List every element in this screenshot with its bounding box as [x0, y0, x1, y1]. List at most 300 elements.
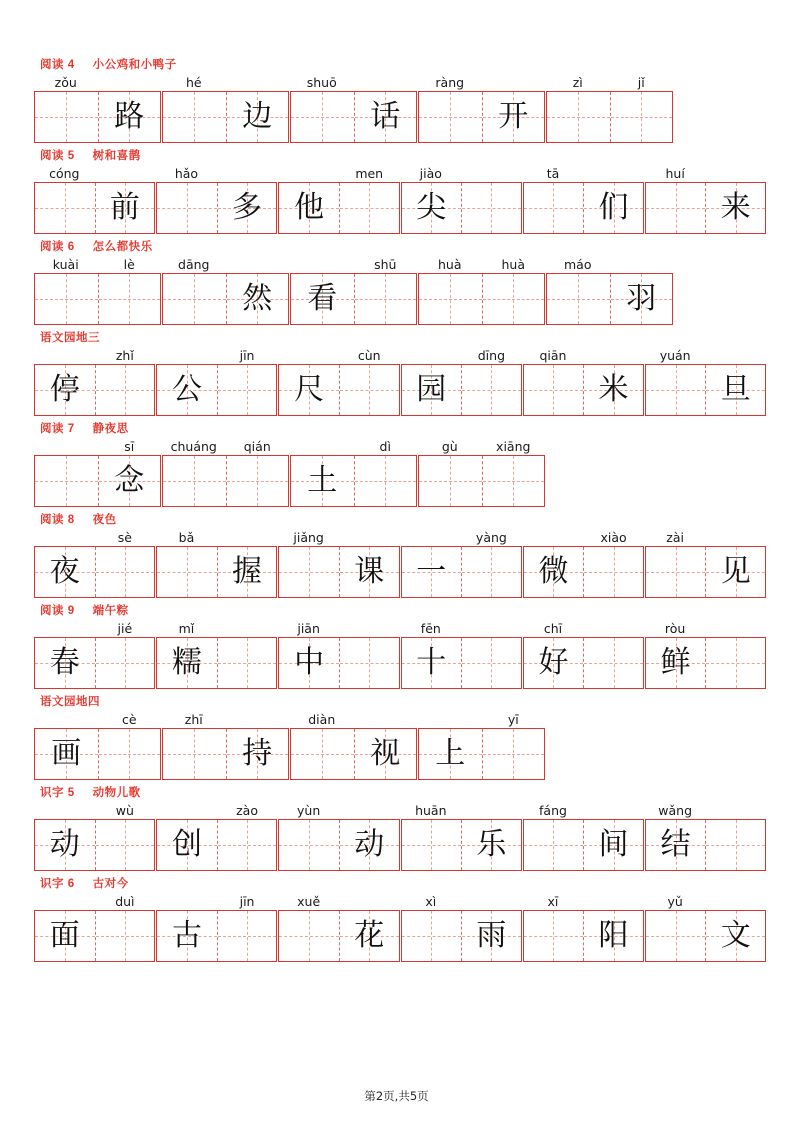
writing-box[interactable]	[157, 547, 217, 597]
word-cell[interactable]	[401, 620, 522, 689]
pinyin-line	[401, 802, 522, 819]
word-cell[interactable]	[34, 74, 161, 143]
writing-box[interactable]	[157, 183, 217, 233]
pinyin-line	[401, 347, 522, 364]
writing-box[interactable]	[35, 547, 95, 597]
word-cell[interactable]	[523, 893, 644, 962]
pinyin-line	[645, 893, 766, 910]
tian-zi-ge[interactable]	[162, 273, 289, 325]
writing-box[interactable]	[339, 911, 399, 961]
tian-zi-ge[interactable]	[34, 364, 155, 416]
writing-box[interactable]	[547, 92, 610, 142]
word-cell[interactable]	[162, 711, 289, 780]
hanzi-character: 动	[49, 827, 80, 862]
tian-zi-ge[interactable]	[418, 728, 545, 780]
tian-zi-ge[interactable]	[645, 546, 766, 598]
tian-zi-ge[interactable]	[162, 728, 289, 780]
writing-box[interactable]	[339, 183, 399, 233]
writing-box[interactable]	[646, 638, 706, 688]
word-cell[interactable]	[645, 620, 766, 689]
pinyin-label: dīng	[477, 348, 506, 363]
tian-zi-ge[interactable]	[418, 273, 545, 325]
word-cell[interactable]	[645, 529, 766, 598]
writing-box[interactable]	[226, 274, 289, 324]
word-cell[interactable]	[34, 165, 155, 234]
word-cell[interactable]	[34, 256, 161, 325]
tian-zi-ge[interactable]	[401, 637, 522, 689]
writing-box[interactable]	[35, 820, 95, 870]
word-cell[interactable]	[156, 802, 277, 871]
writing-box[interactable]	[163, 729, 226, 779]
word-cell[interactable]	[156, 347, 277, 416]
pinyin-label	[401, 347, 462, 364]
pinyin-label	[339, 802, 400, 819]
word-cell[interactable]	[156, 893, 277, 962]
tian-zi-ge[interactable]	[34, 728, 161, 780]
pinyin-label	[226, 256, 290, 273]
pinyin-line	[523, 347, 644, 364]
word-cell[interactable]	[523, 620, 644, 689]
writing-box[interactable]	[217, 911, 277, 961]
tian-zi-ge[interactable]	[645, 182, 766, 234]
pinyin-label	[418, 711, 482, 728]
writing-box[interactable]	[354, 92, 417, 142]
writing-box[interactable]	[339, 638, 399, 688]
pinyin-line	[278, 620, 399, 637]
writing-box[interactable]	[461, 183, 521, 233]
hanzi-character: 古	[171, 918, 202, 953]
word-cell[interactable]	[34, 893, 155, 962]
writing-box[interactable]	[705, 638, 765, 688]
word-cell[interactable]	[645, 893, 766, 962]
word-cell[interactable]	[418, 438, 545, 507]
pinyin-label: jiào	[419, 166, 442, 181]
lesson-name: 端午粽	[92, 605, 129, 617]
pinyin-label	[339, 893, 400, 910]
writing-box[interactable]	[35, 92, 98, 142]
pinyin-line	[162, 711, 289, 728]
tian-zi-ge[interactable]	[401, 364, 522, 416]
writing-box[interactable]	[482, 729, 545, 779]
pinyin-line	[156, 620, 277, 637]
writing-box[interactable]	[291, 92, 354, 142]
writing-box[interactable]	[279, 638, 339, 688]
word-cell[interactable]	[645, 347, 766, 416]
pinyin-label	[610, 256, 674, 273]
word-cell[interactable]	[278, 893, 399, 962]
word-cell[interactable]	[162, 74, 289, 143]
tian-zi-ge[interactable]	[523, 819, 644, 871]
pinyin-line	[418, 438, 545, 455]
pinyin-label: sè	[117, 530, 132, 545]
writing-box[interactable]	[279, 547, 339, 597]
word-cell[interactable]	[401, 893, 522, 962]
word-cell[interactable]	[523, 529, 644, 598]
writing-box[interactable]	[163, 274, 226, 324]
pinyin-label	[705, 802, 766, 819]
writing-box[interactable]	[354, 274, 417, 324]
writing-box[interactable]	[402, 547, 462, 597]
writing-box[interactable]	[35, 456, 98, 506]
word-cell[interactable]	[290, 256, 417, 325]
word-cell[interactable]	[290, 74, 417, 143]
word-cell[interactable]	[162, 438, 289, 507]
pinyin-label	[705, 165, 766, 182]
writing-box[interactable]	[524, 547, 584, 597]
writing-box[interactable]	[583, 183, 643, 233]
writing-box[interactable]	[524, 365, 584, 415]
writing-box[interactable]	[279, 183, 339, 233]
tian-zi-ge[interactable]	[523, 182, 644, 234]
word-cell[interactable]	[401, 165, 522, 234]
writing-box[interactable]	[354, 729, 417, 779]
word-cell[interactable]	[278, 620, 399, 689]
writing-box[interactable]	[98, 92, 161, 142]
tian-zi-ge[interactable]	[278, 182, 399, 234]
lesson-title	[40, 784, 767, 800]
writing-box[interactable]	[583, 820, 643, 870]
word-cell[interactable]	[645, 165, 766, 234]
word-cell[interactable]	[34, 529, 155, 598]
pinyin-label	[34, 438, 98, 455]
writing-box[interactable]	[583, 638, 643, 688]
writing-box[interactable]	[95, 183, 155, 233]
pinyin-label	[583, 165, 644, 182]
tian-zi-ge[interactable]	[34, 819, 155, 871]
writing-box[interactable]	[610, 274, 673, 324]
pinyin-label: shuō	[306, 75, 337, 90]
writing-box[interactable]	[98, 456, 161, 506]
hanzi-character: 十	[416, 645, 447, 680]
writing-box[interactable]	[35, 365, 95, 415]
writing-box[interactable]	[583, 547, 643, 597]
pinyin-label: chuáng	[170, 439, 217, 454]
writing-box[interactable]	[157, 911, 217, 961]
tian-zi-ge[interactable]	[278, 364, 399, 416]
writing-box[interactable]	[95, 638, 155, 688]
writing-box[interactable]	[402, 365, 462, 415]
tian-zi-ge[interactable]	[278, 546, 399, 598]
hanzi-character: 旦	[720, 372, 751, 407]
writing-box[interactable]	[157, 365, 217, 415]
writing-box[interactable]	[226, 456, 289, 506]
lesson-section	[34, 511, 767, 598]
writing-box[interactable]	[419, 456, 482, 506]
hanzi-character: 羽	[626, 281, 657, 316]
writing-box[interactable]	[291, 456, 354, 506]
word-cell[interactable]	[34, 438, 161, 507]
lesson-section	[34, 238, 767, 325]
lesson-name: 夜色	[92, 514, 117, 526]
tian-zi-ge[interactable]	[290, 455, 417, 507]
writing-box[interactable]	[279, 820, 339, 870]
pinyin-label	[290, 438, 354, 455]
tian-zi-ge[interactable]	[278, 819, 399, 871]
lesson-title	[40, 693, 767, 709]
writing-box[interactable]	[279, 365, 339, 415]
writing-box[interactable]	[402, 638, 462, 688]
hanzi-character: 多	[232, 190, 263, 225]
tian-zi-ge[interactable]	[418, 91, 545, 143]
tian-zi-ge[interactable]	[523, 637, 644, 689]
hanzi-character: 尖	[416, 190, 447, 225]
writing-box[interactable]	[95, 911, 155, 961]
word-cell[interactable]	[418, 256, 545, 325]
writing-box[interactable]	[402, 183, 462, 233]
tian-zi-ge[interactable]	[162, 91, 289, 143]
writing-box[interactable]	[279, 911, 339, 961]
writing-box[interactable]	[461, 547, 521, 597]
tian-zi-ge[interactable]	[645, 910, 766, 962]
writing-box[interactable]	[461, 638, 521, 688]
writing-box[interactable]	[419, 274, 482, 324]
pinyin-label	[461, 893, 522, 910]
word-cell[interactable]	[645, 802, 766, 871]
pinyin-line	[523, 802, 644, 819]
word-cell[interactable]	[418, 711, 545, 780]
writing-box[interactable]	[35, 638, 95, 688]
pinyin-label	[705, 893, 766, 910]
writing-box[interactable]	[339, 365, 399, 415]
writing-box[interactable]	[291, 729, 354, 779]
writing-box[interactable]	[339, 820, 399, 870]
tian-zi-ge[interactable]	[401, 182, 522, 234]
sections-container	[34, 56, 767, 962]
tian-zi-ge[interactable]	[34, 182, 155, 234]
word-cell[interactable]	[156, 529, 277, 598]
tian-zi-ge[interactable]	[523, 364, 644, 416]
tian-zi-ge[interactable]	[34, 455, 161, 507]
pinyin-line	[645, 802, 766, 819]
word-cell[interactable]	[523, 802, 644, 871]
word-cell[interactable]	[278, 165, 399, 234]
writing-box[interactable]	[217, 638, 277, 688]
writing-box[interactable]	[646, 547, 706, 597]
writing-box[interactable]	[646, 365, 706, 415]
pinyin-label	[98, 74, 162, 91]
pinyin-label: gù	[441, 439, 458, 454]
word-cell[interactable]	[401, 802, 522, 871]
hanzi-character: 课	[354, 554, 385, 589]
hanzi-character: 花	[354, 918, 385, 953]
writing-box[interactable]	[461, 911, 521, 961]
pinyin-line	[162, 256, 289, 273]
writing-box[interactable]	[524, 911, 584, 961]
word-cell[interactable]	[34, 347, 155, 416]
lesson-title	[40, 602, 767, 618]
tian-zi-ge[interactable]	[34, 637, 155, 689]
word-cell[interactable]	[278, 802, 399, 871]
writing-box[interactable]	[35, 911, 95, 961]
pinyin-label: huān	[415, 803, 447, 818]
tian-zi-ge[interactable]	[278, 910, 399, 962]
pinyin-line	[401, 529, 522, 546]
tian-zi-ge[interactable]	[156, 637, 277, 689]
writing-box[interactable]	[217, 820, 277, 870]
lesson-section	[34, 602, 767, 689]
writing-box[interactable]	[524, 638, 584, 688]
tian-zi-ge[interactable]	[156, 182, 277, 234]
tian-zi-ge[interactable]	[401, 819, 522, 871]
pinyin-label	[461, 802, 522, 819]
pinyin-line	[401, 620, 522, 637]
word-cell[interactable]	[278, 529, 399, 598]
pinyin-line	[546, 74, 673, 91]
lesson-number: 阅读 9	[40, 605, 75, 617]
writing-box[interactable]	[461, 820, 521, 870]
tian-zi-ge[interactable]	[645, 637, 766, 689]
character-row	[34, 74, 767, 143]
writing-box[interactable]	[419, 92, 482, 142]
writing-box[interactable]	[354, 456, 417, 506]
tian-zi-ge[interactable]	[645, 819, 766, 871]
writing-box[interactable]	[482, 274, 545, 324]
writing-box[interactable]	[163, 456, 226, 506]
writing-box[interactable]	[402, 820, 462, 870]
word-cell[interactable]	[34, 711, 161, 780]
pinyin-label	[34, 347, 95, 364]
word-cell[interactable]	[162, 256, 289, 325]
tian-zi-ge[interactable]	[418, 455, 545, 507]
hanzi-character: 园	[416, 372, 447, 407]
writing-box[interactable]	[157, 638, 217, 688]
pinyin-label: dì	[379, 439, 391, 454]
writing-box[interactable]	[583, 911, 643, 961]
writing-box[interactable]	[339, 547, 399, 597]
writing-box[interactable]	[35, 729, 98, 779]
tian-zi-ge[interactable]	[290, 91, 417, 143]
writing-box[interactable]	[705, 911, 765, 961]
word-cell[interactable]	[546, 256, 673, 325]
word-cell[interactable]	[290, 711, 417, 780]
writing-box[interactable]	[646, 820, 706, 870]
tian-zi-ge[interactable]	[34, 910, 155, 962]
word-cell[interactable]	[546, 74, 673, 143]
tian-zi-ge[interactable]	[523, 546, 644, 598]
writing-box[interactable]	[98, 274, 161, 324]
word-cell[interactable]	[418, 74, 545, 143]
hanzi-character: 前	[109, 190, 140, 225]
writing-box[interactable]	[583, 365, 643, 415]
word-cell[interactable]	[401, 529, 522, 598]
tian-zi-ge[interactable]	[162, 455, 289, 507]
writing-box[interactable]	[402, 911, 462, 961]
pinyin-label: qiān	[539, 348, 567, 363]
tian-zi-ge[interactable]	[546, 91, 673, 143]
writing-box[interactable]	[646, 911, 706, 961]
word-cell[interactable]	[156, 620, 277, 689]
lesson-number: 阅读 5	[40, 150, 75, 162]
writing-box[interactable]	[226, 729, 289, 779]
writing-box[interactable]	[482, 456, 545, 506]
tian-zi-ge[interactable]	[34, 273, 161, 325]
writing-box[interactable]	[95, 820, 155, 870]
writing-box[interactable]	[35, 274, 98, 324]
tian-zi-ge[interactable]	[401, 546, 522, 598]
character-row	[34, 893, 767, 962]
word-cell[interactable]	[523, 165, 644, 234]
word-cell[interactable]	[523, 347, 644, 416]
writing-box[interactable]	[705, 820, 765, 870]
pinyin-label: zào	[236, 803, 258, 818]
writing-box[interactable]	[217, 365, 277, 415]
tian-zi-ge[interactable]	[290, 273, 417, 325]
writing-box[interactable]	[524, 183, 584, 233]
writing-box[interactable]	[163, 92, 226, 142]
tian-zi-ge[interactable]	[156, 364, 277, 416]
lesson-number: 识字 6	[40, 878, 75, 890]
writing-box[interactable]	[705, 547, 765, 597]
pinyin-label: diàn	[308, 712, 336, 727]
word-cell[interactable]	[401, 347, 522, 416]
pinyin-line	[523, 165, 644, 182]
writing-box[interactable]	[217, 183, 277, 233]
tian-zi-ge[interactable]	[523, 910, 644, 962]
writing-box[interactable]	[98, 729, 161, 779]
word-cell[interactable]	[278, 347, 399, 416]
lesson-title	[40, 238, 767, 254]
writing-box[interactable]	[419, 729, 482, 779]
pinyin-label	[217, 165, 278, 182]
lesson-number: 语文园地三	[40, 332, 100, 344]
pinyin-label: jīn	[239, 348, 255, 363]
tian-zi-ge[interactable]	[546, 273, 673, 325]
hanzi-character: 中	[294, 645, 325, 680]
word-cell[interactable]	[156, 165, 277, 234]
pinyin-label	[217, 529, 278, 546]
tian-zi-ge[interactable]	[401, 910, 522, 962]
writing-box[interactable]	[95, 547, 155, 597]
tian-zi-ge[interactable]	[34, 91, 161, 143]
hanzi-character: 糯	[171, 645, 202, 680]
writing-box[interactable]	[547, 274, 610, 324]
pinyin-label	[705, 620, 766, 637]
word-cell[interactable]	[34, 620, 155, 689]
writing-box[interactable]	[646, 183, 706, 233]
hanzi-character: 土	[307, 463, 338, 498]
writing-box[interactable]	[217, 547, 277, 597]
writing-box[interactable]	[226, 92, 289, 142]
tian-zi-ge[interactable]	[645, 364, 766, 416]
writing-box[interactable]	[461, 365, 521, 415]
word-cell[interactable]	[290, 438, 417, 507]
character-row	[34, 347, 767, 416]
writing-box[interactable]	[291, 274, 354, 324]
tian-zi-ge[interactable]	[156, 819, 277, 871]
writing-box[interactable]	[610, 92, 673, 142]
writing-box[interactable]	[705, 365, 765, 415]
writing-box[interactable]	[482, 92, 545, 142]
writing-box[interactable]	[705, 183, 765, 233]
writing-box[interactable]	[524, 820, 584, 870]
writing-box[interactable]	[35, 183, 95, 233]
pinyin-line	[418, 711, 545, 728]
tian-zi-ge[interactable]	[156, 546, 277, 598]
writing-box[interactable]	[95, 365, 155, 415]
pinyin-line	[278, 893, 399, 910]
word-cell[interactable]	[34, 802, 155, 871]
pinyin-label: chī	[543, 621, 563, 636]
tian-zi-ge[interactable]	[34, 546, 155, 598]
tian-zi-ge[interactable]	[156, 910, 277, 962]
lesson-section	[34, 875, 767, 962]
writing-box[interactable]	[157, 820, 217, 870]
pinyin-line	[34, 347, 155, 364]
pinyin-label	[290, 256, 354, 273]
hanzi-character: 画	[51, 736, 82, 771]
tian-zi-ge[interactable]	[290, 728, 417, 780]
tian-zi-ge[interactable]	[278, 637, 399, 689]
